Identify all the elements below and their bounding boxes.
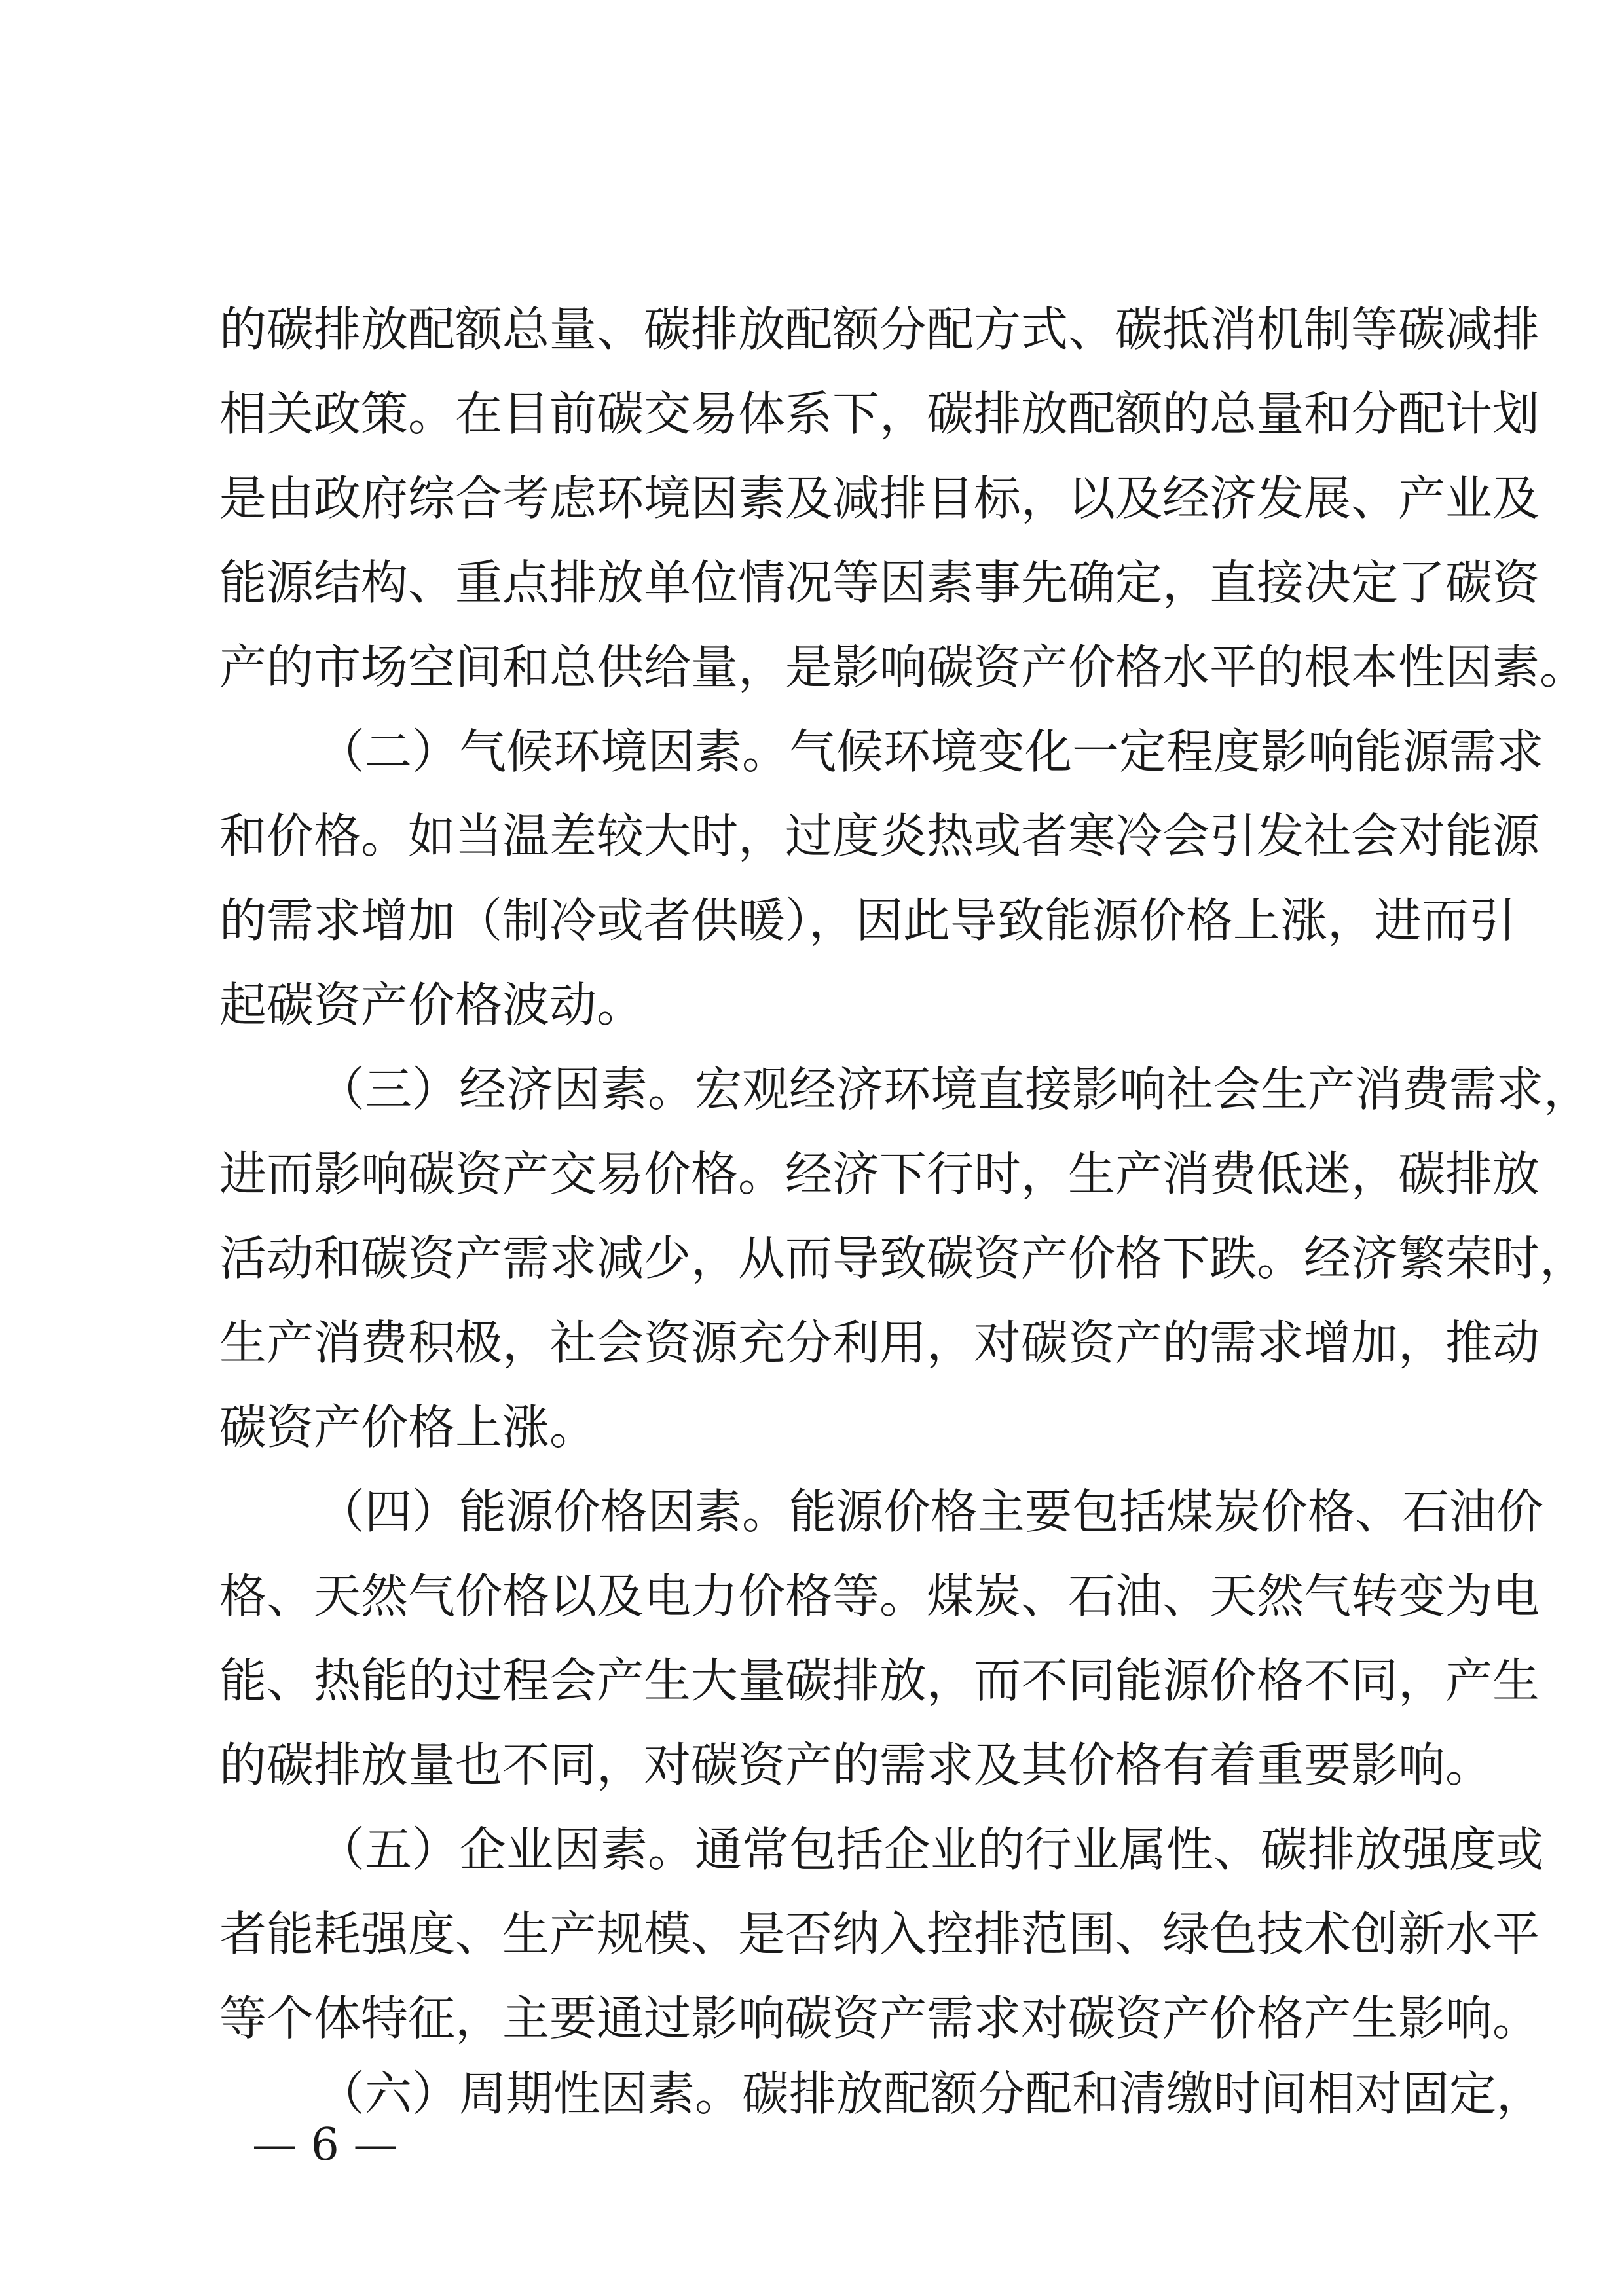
text-line: 是由政府综合考虑环境因素及减排目标，以及经济发展、产业及 xyxy=(219,471,1540,526)
text-line: 活动和碳资产需求减少，从而导致碳资产价格下跌。经济繁荣时， xyxy=(219,1231,1587,1286)
paragraph-heading-line: （二）气候环境因素。气候环境变化一定程度影响能源需求 xyxy=(318,724,1544,779)
text-line: 产的市场空间和总供给量，是影响碳资产价格水平的根本性因素。 xyxy=(219,640,1587,695)
paragraph-heading-line: （五）企业因素。通常包括企业的行业属性、碳排放强度或 xyxy=(318,1822,1544,1877)
text-line: 进而影响碳资产交易价格。经济下行时，生产消费低迷，碳排放 xyxy=(219,1146,1540,1201)
text-line: 的碳排放配额总量、碳排放配额分配方式、碳抵消机制等碳减排 xyxy=(219,302,1540,357)
text-line: 碳资产价格上涨。 xyxy=(219,1400,597,1455)
text-line: 者能耗强度、生产规模、是否纳入控排范围、绿色技术创新水平 xyxy=(219,1906,1540,1961)
page-number: — 6 — xyxy=(252,2119,398,2171)
text-line: 起碳资产价格波动。 xyxy=(219,977,644,1032)
text-line: 能源结构、重点排放单位情况等因素事先确定，直接决定了碳资 xyxy=(219,555,1540,610)
text-line: 能、热能的过程会产生大量碳排放，而不同能源价格不同，产生 xyxy=(219,1653,1540,1708)
paragraph-heading-line: （三）经济因素。宏观经济环境直接影响社会生产消费需求， xyxy=(318,1062,1591,1117)
text-line: 的需求增加（制冷或者供暖），因此导致能源价格上涨，进而引 xyxy=(219,893,1517,948)
text-line: 和价格。如当温差较大时，过度炎热或者寒冷会引发社会对能源 xyxy=(219,809,1540,864)
text-line: 的碳排放量也不同，对碳资产的需求及其价格有着重要影响。 xyxy=(219,1738,1493,1793)
text-line: 生产消费积极，社会资源充分利用，对碳资产的需求增加，推动 xyxy=(219,1315,1540,1370)
paragraph-heading-line: （六）周期性因素。碳排放配额分配和清缴时间相对固定， xyxy=(318,2066,1544,2121)
text-line: 相关政策。在目前碳交易体系下，碳排放配额的总量和分配计划 xyxy=(219,386,1540,441)
paragraph-heading-line: （四）能源价格因素。能源价格主要包括煤炭价格、石油价 xyxy=(318,1484,1544,1539)
text-line: 等个体特征，主要通过影响碳资产需求对碳资产价格产生影响。 xyxy=(219,1991,1540,2046)
text-line: 格、天然气价格以及电力价格等。煤炭、石油、天然气转变为电 xyxy=(219,1569,1540,1624)
